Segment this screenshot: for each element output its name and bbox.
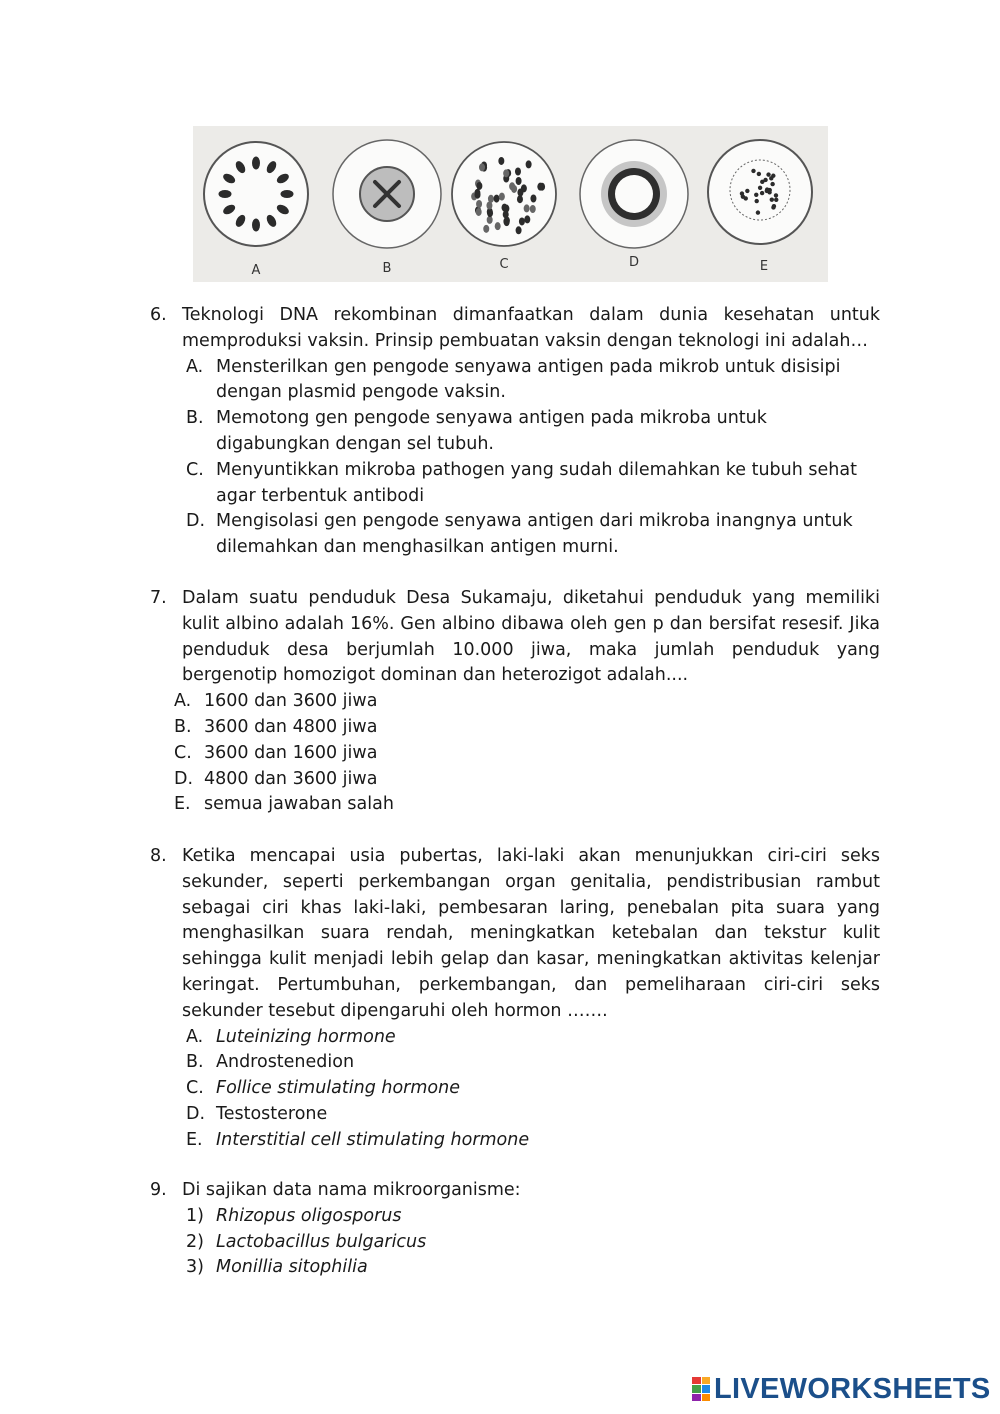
question-8 xyxy=(150,844,880,1154)
chromosome-mark xyxy=(515,167,521,175)
item-number: 3) xyxy=(186,1257,204,1278)
option-label: B. xyxy=(186,1052,204,1073)
chromosome-mark xyxy=(499,193,505,201)
option-b[interactable] xyxy=(150,406,880,458)
option-label: A. xyxy=(174,691,192,712)
chromosome-mark xyxy=(475,191,481,199)
chromosome-mark xyxy=(516,177,522,185)
chromosome-mark xyxy=(740,191,744,195)
logo-square xyxy=(702,1394,711,1401)
cell-a xyxy=(204,142,308,246)
chromosome-mark xyxy=(503,169,509,177)
chromosome-mark xyxy=(486,202,492,210)
logo-text: LIVEWORKSHEETS xyxy=(714,1372,991,1405)
option-label: D. xyxy=(186,511,206,532)
chromosome-mark xyxy=(751,169,755,173)
option-text: Follice stimulating hormone xyxy=(216,1078,460,1099)
chromosome-mark xyxy=(252,157,260,170)
option-b[interactable] xyxy=(150,1050,880,1076)
chromosome-mark xyxy=(530,205,536,213)
chromosome-mark xyxy=(758,186,762,190)
item-number: 1) xyxy=(186,1205,204,1226)
item-text: Monillia sitophilia xyxy=(216,1257,368,1278)
question-text: Dalam suatu penduduk Desa Sukamaju, diketahui penduduk yang memiliki kulit albino adalah 16%. Gen albino dibawa oleh gen p dan bersifat resesif. Jika penduduk desa berjumlah 10.000 jiwa, maka jumlah penduduk yang bergenotip homozigot dominan dan heterozigot adalah.... xyxy=(182,588,880,686)
chromosome-mark xyxy=(252,219,260,232)
figure-label-a: A xyxy=(251,263,261,278)
item-number: 2) xyxy=(186,1231,204,1252)
chromosome-mark xyxy=(524,215,530,223)
chromosome-mark xyxy=(760,191,764,195)
option-c[interactable] xyxy=(150,741,880,767)
chromosome-mark xyxy=(281,190,294,198)
question-7 xyxy=(150,586,880,818)
chromosome-mark xyxy=(476,208,482,216)
cell-e xyxy=(708,140,812,244)
option-text: Testosterone xyxy=(216,1103,328,1124)
chromosome-mark xyxy=(479,163,485,171)
option-label: A. xyxy=(186,1026,204,1047)
option-text: Menyuntikkan mikroba pathogen yang sudah dilemahkan ke tubuh sehat agar terbentuk antibodi xyxy=(216,459,857,506)
chromosome-mark xyxy=(537,183,543,191)
logo-square xyxy=(692,1385,701,1392)
item-text: Lactobacillus bulgaricus xyxy=(216,1231,427,1252)
chromosome-mark xyxy=(754,193,758,197)
option-label: B. xyxy=(174,716,192,737)
figure-label-d: D xyxy=(628,255,640,270)
chromosome-mark xyxy=(524,204,530,212)
option-b[interactable] xyxy=(150,715,880,741)
option-text: Luteinizing hormone xyxy=(216,1026,396,1047)
chromosome-mark xyxy=(756,210,760,214)
chromosome-mark xyxy=(495,222,501,230)
option-text: Androstenedion xyxy=(216,1052,355,1073)
question-text: Teknologi DNA rekombinan dimanfaatkan dalam dunia kesehatan untuk memproduksi vaksin. Prinsip pembuatan vaksin dengan teknologi ini adalah… xyxy=(182,305,880,351)
chromosome-mark xyxy=(476,182,482,190)
chromosome-mark xyxy=(745,189,749,193)
option-e[interactable] xyxy=(150,792,880,818)
option-text: Memotong gen pengode senyawa antigen pada mikroba untuk digabungkan dengan sel tubuh. xyxy=(216,408,767,454)
option-text: 3600 dan 1600 jiwa xyxy=(204,742,378,763)
option-d[interactable] xyxy=(150,509,880,561)
chromosome-mark xyxy=(763,178,767,182)
chromosome-mark xyxy=(219,190,232,198)
chromosome-mark xyxy=(774,198,778,202)
chromosome-mark xyxy=(483,225,489,233)
option-text: 3600 dan 4800 jiwa xyxy=(204,716,378,737)
logo-square xyxy=(702,1377,711,1384)
list-item xyxy=(150,1204,880,1230)
option-a[interactable] xyxy=(150,689,880,715)
cell-b xyxy=(333,140,441,248)
figure-label-b: B xyxy=(382,261,392,276)
option-text: 4800 dan 3600 jiwa xyxy=(204,768,378,789)
cell-d xyxy=(580,140,688,248)
question-text: Ketika mencapai usia pubertas, laki-laki akan menunjukkan ciri-ciri seks sekunder, seperti perkembangan organ genitalia, pendistribusian rambut sebagai ciri khas laki-laki, pembesaran laring, penebalan pita suara yang menghasilkan suara rendah, meningkatkan ketebalan dan tekstur kulit sehingga kulit menjadi lebih gelap dan kasar, meningkatkan aktivitas kelenjar keringat. Pertumbuhan, perkembangan, dan pemeliharaan ciri-ciri seks sekunder tesebut dipengaruhi oleh hormon ……. xyxy=(182,846,880,1021)
option-a[interactable] xyxy=(150,1025,880,1051)
option-label: C. xyxy=(186,1078,204,1099)
logo-square xyxy=(692,1394,701,1401)
question-text: Di sajikan data nama mikroorganisme: xyxy=(182,1180,521,1200)
option-label: C. xyxy=(174,742,192,763)
chromosome-mark xyxy=(530,194,536,202)
chromosome-mark xyxy=(488,195,494,203)
liveworksheets-logo[interactable] xyxy=(692,1374,991,1404)
option-label: A. xyxy=(186,356,204,377)
chromosome-mark xyxy=(757,172,761,176)
logo-square xyxy=(702,1385,711,1392)
option-text: 1600 dan 3600 jiwa xyxy=(204,691,378,712)
chromosome-mark xyxy=(766,172,770,176)
option-label: C. xyxy=(186,459,204,480)
item-text: Rhizopus oligosporus xyxy=(216,1205,402,1226)
option-label: D. xyxy=(174,768,194,789)
chromosome-mark xyxy=(519,217,525,225)
option-text: semua jawaban salah xyxy=(204,794,394,815)
chromosome-mark xyxy=(503,217,509,225)
option-e[interactable] xyxy=(150,1128,880,1154)
chromosome-mark xyxy=(476,200,482,208)
question-9 xyxy=(150,1178,880,1281)
figure-label-e: E xyxy=(759,259,769,274)
cell-c xyxy=(452,142,556,246)
chromosome-mark xyxy=(770,197,774,201)
figure-label-c: C xyxy=(499,257,509,272)
question-number: 7. xyxy=(150,588,167,608)
chromosome-mark xyxy=(498,157,504,165)
chromosome-mark xyxy=(526,160,532,168)
option-c[interactable] xyxy=(150,458,880,510)
cell-division-figure xyxy=(193,126,828,282)
option-text: Mengisolasi gen pengode senyawa antigen dari mikroba inangnya untuk dilemahkan dan menghasilkan antigen murni. xyxy=(216,511,853,558)
option-label: E. xyxy=(186,1129,203,1150)
chromosome-mark xyxy=(772,204,776,208)
chromosome-mark xyxy=(755,199,759,203)
chromosome-mark xyxy=(521,184,527,192)
option-label: D. xyxy=(186,1103,206,1124)
option-d[interactable] xyxy=(150,1102,880,1128)
option-a[interactable] xyxy=(150,355,880,407)
figure-drawing xyxy=(193,126,828,282)
chromosome-mark xyxy=(774,193,778,197)
option-label: B. xyxy=(186,408,204,429)
logo-square xyxy=(692,1377,701,1384)
chromosome-mark xyxy=(511,185,517,193)
chromosome-mark xyxy=(744,196,748,200)
option-text: Interstitial cell stimulating hormone xyxy=(216,1129,530,1150)
chromosome-mark xyxy=(494,195,500,203)
list-item xyxy=(150,1255,880,1281)
question-number: 8. xyxy=(150,846,167,866)
chromosome-mark xyxy=(770,182,774,186)
logo-mark-icon xyxy=(692,1377,710,1401)
chromosome-mark xyxy=(516,226,522,234)
option-c[interactable] xyxy=(150,1076,880,1102)
chromosome-mark xyxy=(503,210,509,218)
chromosome-mark xyxy=(768,188,772,192)
chromosome-mark xyxy=(771,174,775,178)
option-d[interactable] xyxy=(150,767,880,793)
question-6 xyxy=(150,303,880,561)
list-item xyxy=(150,1230,880,1256)
question-number: 9. xyxy=(150,1180,167,1200)
option-label: E. xyxy=(174,794,191,815)
question-number: 6. xyxy=(150,305,167,325)
option-text: Mensterilkan gen pengode senyawa antigen pada mikrob untuk disisipi dengan plasmid pengode vaksin. xyxy=(216,356,841,403)
